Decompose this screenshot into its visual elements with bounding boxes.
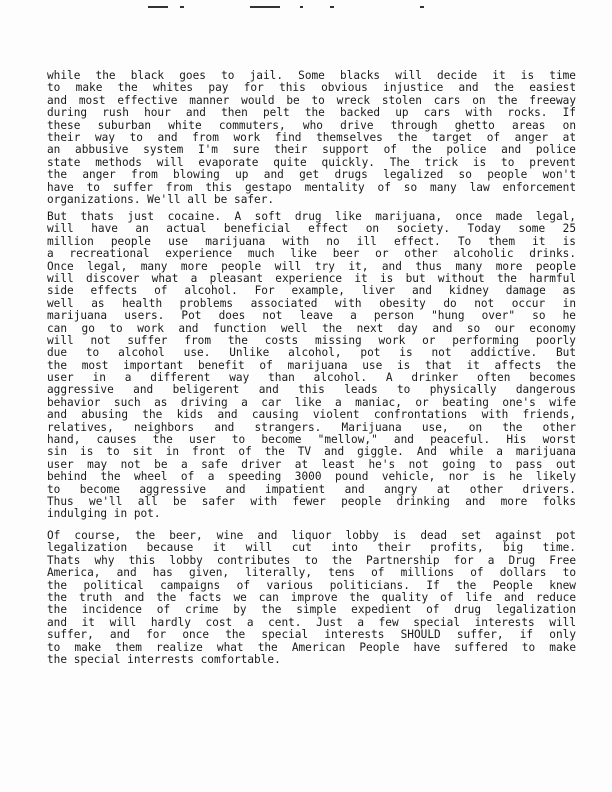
text-line: have to suffer from this gestapo mentality of so many law enforcement — [47, 180, 576, 194]
paragraph-2 — [47, 211, 576, 521]
scan-artifact — [420, 6, 424, 8]
text-line: Of course, the beer, wine and liquor lobby is dead set against pot — [47, 529, 576, 542]
paragraph-1 — [47, 70, 576, 206]
text-line: the most important benefit of marijuana use is that it affects the — [47, 358, 576, 372]
paragraph-3 — [47, 530, 576, 666]
text-line: the special interrests comfortable. — [47, 652, 281, 666]
text-line: sin is to sit in front of the TV and giggle. And while a marijuana — [47, 445, 576, 459]
text-line: an abbusive system I'm sure their support of the police and police — [47, 143, 576, 157]
text-line: and it will hardly cost a cent. Just a few special interests will — [47, 615, 576, 629]
text-line: to become aggressive and impatient and angry at other drivers. — [47, 482, 576, 496]
text-line: Once legal, many more people will try it, and thus many more people — [47, 259, 576, 273]
scan-artifact — [250, 6, 280, 8]
text-line: behind the wheel of a speeding 3000 pound vehicle, nor is he likely — [47, 470, 576, 484]
text-line: user in a different way than alcohol. A drinker often becomes — [47, 371, 576, 385]
text-line: will discover what a pleasant experience it is but without the harmful — [47, 271, 576, 285]
text-line: and most effective manner would be to wreck stolen cars on the freeway — [47, 93, 576, 107]
text-line: suffer, and for once the special interests SHOULD suffer, if only — [47, 628, 576, 642]
text-line: indulging in pot. — [47, 507, 161, 521]
text-line: legalization because it will cut into their profits, big time. — [47, 541, 576, 555]
text-line: aggressive and beligerent and this leads to physically dangerous — [47, 383, 576, 397]
text-line: Thus we'll all be safer with fewer people drinking and more folks — [47, 494, 576, 508]
scan-artifact — [180, 6, 184, 8]
text-line: well as health problems associated with obesity do not occur in — [47, 296, 576, 310]
text-line: state methods will evaporate quite quickly. The trick is to prevent — [47, 155, 576, 169]
text-line: user may not be a safe driver at least he's not going to pass out — [47, 457, 576, 471]
text-line: to make the whites pay for this obvious injustice and the easiest — [47, 81, 576, 95]
text-line: while the black goes to jail. Some blacks will decide it is time — [47, 69, 576, 82]
text-line: these suburban white commuters, who drive through ghetto areas on — [47, 118, 576, 132]
text-line: hand, causes the user to become "mellow," and peaceful. His worst — [47, 433, 576, 447]
text-line: million people use marijuana with no ill effect. To them it is — [47, 234, 576, 248]
text-line: their way to and from work find themselves the target of anger at — [47, 130, 576, 144]
text-line: can go to work and function well the next day and so our economy — [47, 321, 576, 335]
text-line: side effects of alcohol. For example, liver and kidney damage as — [47, 284, 576, 298]
scan-artifact — [330, 6, 334, 8]
text-line: marijuana users. Pot does not leave a person "hung over" so he — [47, 309, 576, 323]
text-line: But thats just cocaine. A soft drug like marijuana, once made legal, — [47, 210, 576, 223]
text-line: the truth and the facts we can improve the quality of life and reduce — [47, 590, 576, 604]
text-line: the anger from blowing up and get drugs legalized so people won't — [47, 168, 576, 182]
text-line: behavior such as driving a car like a maniac, or beating one's wife — [47, 395, 576, 409]
text-line: the incidence of crime by the simple expedient of drug legalization — [47, 603, 576, 617]
text-line: during rush hour and then pelt the backed up cars with rocks. If — [47, 106, 576, 120]
scan-artifact — [300, 6, 303, 8]
text-line: and abusing the kids and causing violent confrontations with friends, — [47, 408, 576, 422]
text-line: due to alcohol use. Unlike alcohol, pot is not addictive. But — [47, 346, 576, 360]
text-line: to make them realize what the American People have suffered to make — [47, 640, 576, 654]
text-line: relatives, neighbors and strangers. Marijuana use, on the other — [47, 420, 576, 434]
text-line: will not suffer from the costs missing work or performing poorly — [47, 333, 576, 347]
text-line: the political campaigns of various politicians. If the People knew — [47, 578, 576, 592]
scan-artifact — [148, 6, 168, 8]
text-line: America, and has given, literally, tens of millions of dollars to — [47, 566, 576, 580]
text-line: a recreational experience much like beer or other alcoholic drinks. — [47, 247, 576, 261]
text-line: will have an actual beneficial effect on society. Today some 25 — [47, 222, 576, 236]
text-line: Thats why this lobby contributes to the Partnership for a Drug Free — [47, 553, 576, 567]
text-line: organizations. We'll all be safer. — [47, 192, 275, 206]
